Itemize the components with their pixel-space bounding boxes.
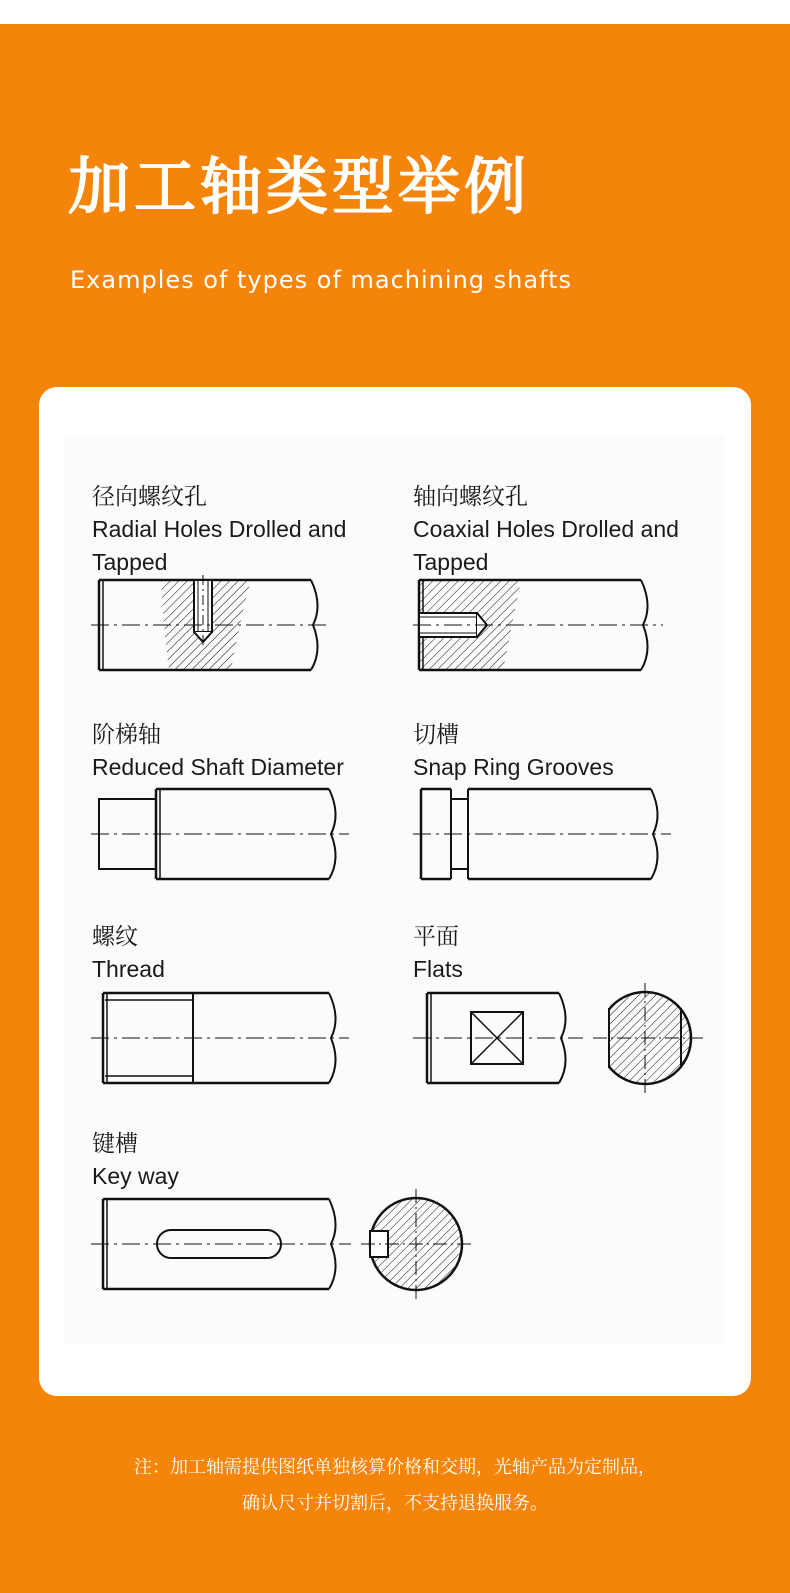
snap-ring-grooves-drawing (413, 784, 673, 884)
reduced-shaft-drawing (91, 784, 351, 884)
footer-note-line1: 注：加工轴需提供图纸单独核算价格和交期，光轴产品为定制品， (134, 1457, 656, 1478)
example-snap-ring-grooves (413, 718, 713, 784)
page-subtitle: Examples of types of machining shafts (70, 266, 572, 294)
label-cn: 螺纹 (92, 923, 138, 949)
example-radial-holes (92, 480, 392, 579)
example-coaxial-holes (413, 480, 713, 579)
footer-note-line2: 确认尺寸并切割后，不支持退换服务。 (242, 1493, 548, 1514)
key-way-drawing (91, 1189, 471, 1299)
label-en: Snap Ring Grooves (413, 754, 614, 780)
footer-note (0, 1450, 790, 1522)
radial-holes-drawing (91, 575, 341, 675)
coaxial-holes-drawing (413, 575, 673, 675)
example-thread (92, 920, 392, 986)
label-cn: 键槽 (92, 1130, 138, 1156)
label-en: Reduced Shaft Diameter (92, 754, 344, 780)
label-cn: 切槽 (413, 721, 459, 747)
label-cn: 轴向螺纹孔 (413, 483, 528, 509)
label-en: Coaxial Holes Drolled and Tapped (413, 516, 679, 575)
thread-drawing (91, 988, 351, 1088)
label-en: Flats (413, 956, 463, 982)
examples-card (39, 387, 751, 1396)
label-cn: 平面 (413, 923, 459, 949)
label-en: Radial Holes Drolled and Tapped (92, 516, 347, 575)
label-cn: 径向螺纹孔 (92, 483, 207, 509)
page-title: 加工轴类型举例 (68, 150, 531, 223)
flats-drawing (413, 983, 713, 1093)
example-key-way (92, 1127, 392, 1193)
example-reduced-shaft (92, 718, 392, 784)
label-cn: 阶梯轴 (92, 721, 161, 747)
label-en: Thread (92, 956, 165, 982)
example-flats (413, 920, 713, 986)
label-en: Key way (92, 1163, 179, 1189)
